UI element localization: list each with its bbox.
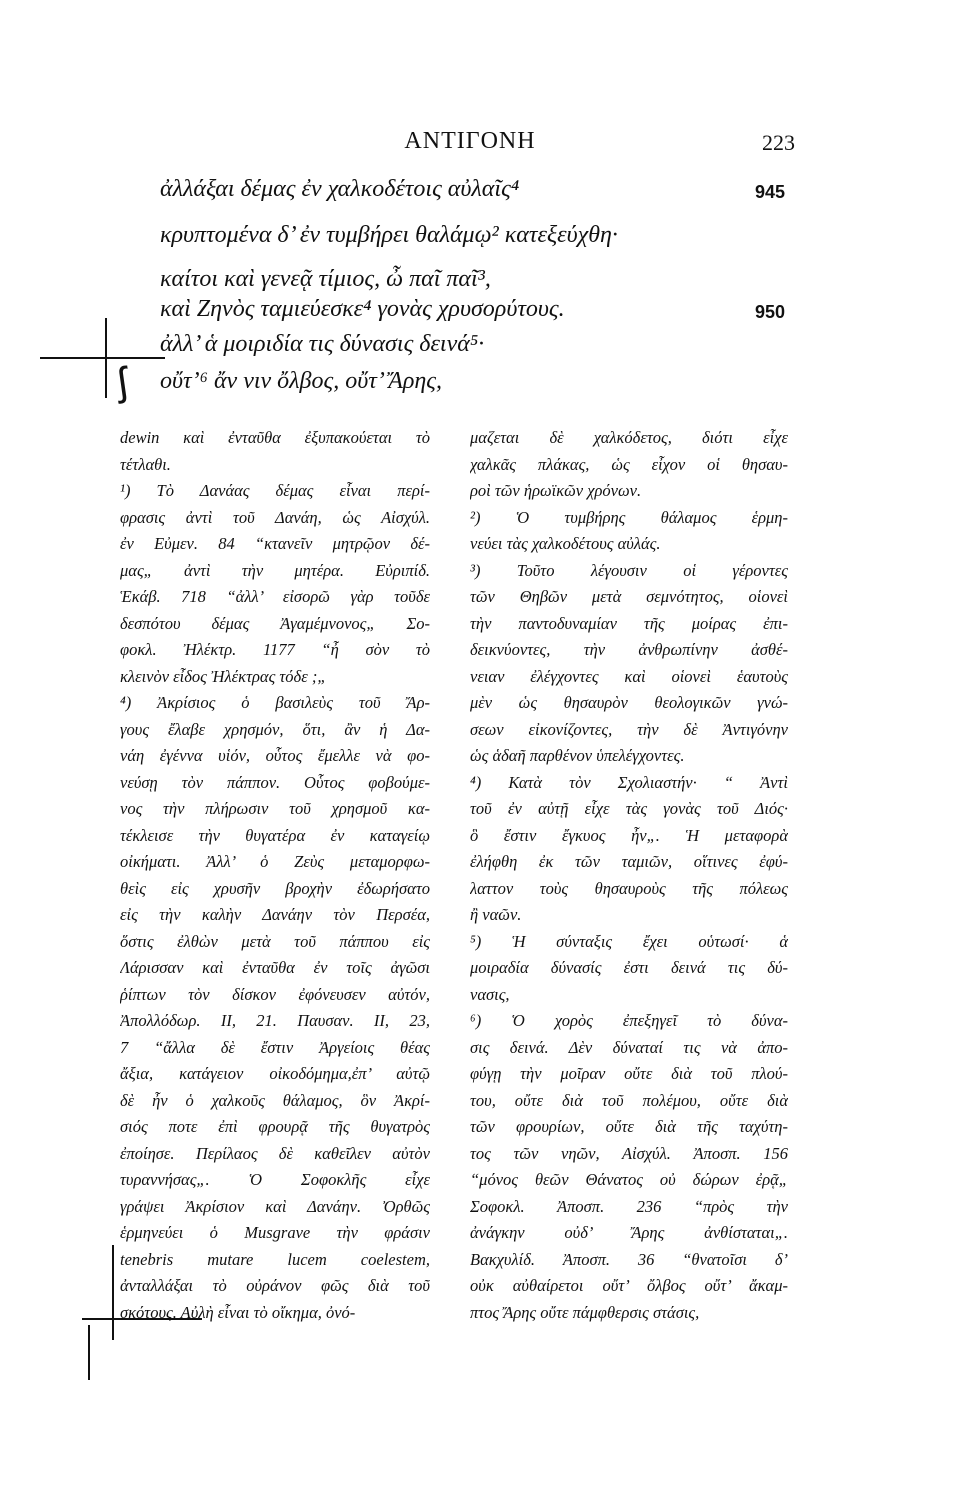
footnote-line: οἰκήματι. Ἀλλ’ ὁ Ζεὺς μεταμορφω- — [120, 852, 430, 871]
margin-pencil-line — [88, 1325, 90, 1380]
footnote-line: εἰς τὴν καλὴν Δανάην τὸν Περσέα, — [120, 905, 430, 924]
notes-right-column — [470, 425, 788, 1326]
footnote-line: μὲν ὡς θησαυρὸν θεολογικῶν γνώ- — [470, 693, 788, 712]
verse-line: κρυπτομένα δ’ ἐν τυμβήρει θαλάμῳ² κατεξεύχθη· — [160, 222, 618, 248]
footnote-line: tenebris mutare lucem coelestem, — [120, 1249, 430, 1269]
footnote-line: σιός ποτε ἐπὶ φρουρᾷ τῆς θυγατρὸς — [120, 1117, 430, 1136]
footnote-line: ⁶) Ὁ χορὸς ἐπεξηγεῖ τὸ δύνα- — [470, 1011, 788, 1030]
footnote-line: τος τῶν νηῶν, Αἰσχύλ. Ἀποσπ. 156 — [470, 1143, 788, 1163]
footnote-line: ἄξια, κατάγειον οἰκοδόμημα,ἐπ’ αὐτῷ — [120, 1064, 430, 1083]
footnote-line: ὃ ἔστιν ἔγκυος ἦν„. Ἡ μεταφορὰ — [470, 825, 788, 845]
footnote-line: φοκλ. Ἠλέκτρ. 1177 “ἦ σὸν τὸ — [120, 640, 430, 659]
footnote-line: κλεινὸν εἶδος Ἠλέκτρας τόδε ;„ — [120, 666, 327, 686]
footnote-line: ¹) Τὸ Δανάας δέμας εἶναι περί- — [120, 481, 430, 500]
footnote-line: γους ἔλαβε χρησμόν, ὅτι, ἂν ἡ Δα- — [120, 719, 430, 739]
footnote-line: νεύει τὰς χαλκοδέτους αὐλάς. — [470, 534, 661, 553]
footnote-line: Ἀπολλόδωρ. ΙΙ, 21. Παυσαν. ΙΙ, 23, — [120, 1011, 430, 1030]
footnote-line: νειαν ἐλέγχοντες καὶ οἱονεὶ ἑαυτοὺς — [470, 666, 788, 686]
footnote-line: ἢ ναῶν. — [470, 905, 522, 924]
footnote-line: θεὶς εἰς χρυσῆν βροχὴν ἐδωρήσατο — [120, 878, 430, 898]
footnote-line: ῥίπτων τὸν δίσκον ἐφόνευσεν αὐτόν, — [120, 984, 430, 1004]
footnote-line: τὴν παντοδυναμίαν τῆς μοίρας ἐπι- — [470, 613, 788, 633]
footnote-line: οὐκ αὐθαίρετοι οὔτ’ ὄλβος οὔτ’ ἄκαμ- — [470, 1276, 788, 1295]
footnote-line: σις δεινά. Δὲν δύναταί τις νὰ ἀπο- — [470, 1037, 788, 1057]
footnote-line: ⁴) Ἀκρίσιος ὁ βασιλεὺς τοῦ Ἄρ- — [120, 693, 430, 712]
footnote-line: δεικνύοντες, τὴν ἀνθρωπίνην ἀσθέ- — [470, 640, 788, 659]
footnote-line: λαττον τοὺς θησαυροὺς τῆς πόλεως — [470, 878, 788, 898]
footnote-line: χαλκᾶς πλάκας, ὡς εἶχον οἱ θησαυ- — [470, 454, 788, 474]
footnote-line: dewin καὶ ἐνταῦθα ἐξυπακούεται τὸ — [120, 428, 430, 447]
footnote-line: ἐποίησε. Περίλαος δὲ καθεῖλεν αὐτὸν — [120, 1143, 430, 1163]
footnote-line: Λάρισσαν καὶ ἐνταῦθα ἐν τοῖς ἀγῶσι — [120, 958, 430, 977]
footnote-line: τοῦ ἐν αὐτῇ εἶχε τὰς γονὰς τοῦ Διός· — [470, 799, 788, 818]
footnote-line: νάη ἐγέννα υἱόν, οὗτος ἔμελλε νὰ φο- — [120, 746, 430, 765]
footnote-line: φύγῃ τὴν μοῖραν οὔτε διὰ τοῦ πλού- — [470, 1064, 788, 1083]
footnote-line: πτος Ἄρης οὔτε πάμφθερσις στάσις, — [470, 1302, 700, 1322]
footnote-line: τῶν φρουρίων, οὔτε διὰ τῆς ταχύτη- — [470, 1117, 788, 1136]
line-number: 945 — [754, 182, 785, 202]
footnote-line: ἑρμηνεύει ὁ Musgrave τὴν φράσιν — [120, 1223, 430, 1242]
footnote-line: μαζεται δὲ χαλκόδετος, διότι εἶχε — [470, 428, 788, 447]
footnote-line: νεύσῃ τὸν πάππον. Οὗτος φοβούμε- — [120, 772, 430, 792]
footnote-line: Ἑκάβ. 718 “ἀλλ’ εἰσορῶ γὰρ τοῦδε — [120, 587, 430, 606]
footnote-line: ⁴) Κατὰ τὸν Σχολιαστήν· “ Ἀντὶ — [470, 772, 788, 792]
footnote-line: γράψει Ἀκρίσιον καὶ Δανάην. Ὀρθῶς — [120, 1196, 430, 1216]
footnote-line: ἐλήφθη ἐκ τῶν ταμιῶν, οἵτινες ἐφύ- — [470, 852, 788, 871]
footnote-line: τέκλεισε τὴν θυγατέρα ἐν καταγείῳ — [120, 825, 430, 845]
footnote-line: νος τὴν πλήρωσιν τοῦ χρησμοῦ κα- — [120, 799, 430, 818]
footnote-line: του, οὔτε διὰ τοῦ πολέμου, οὔτε διὰ — [470, 1090, 788, 1110]
margin-pencil-line — [112, 1245, 114, 1340]
footnote-line: δεσπότου δέμας Ἀγαμέμνονος„ Σο- — [120, 613, 430, 633]
margin-pencil-stroke — [40, 357, 165, 359]
verse-line: καίτοι καὶ γενεᾷ τίμιος, ὦ παῖ παῖ³, — [160, 266, 491, 292]
line-number: 950 — [754, 302, 785, 322]
verse-line: ἀλλ’ ἁ μοιριδία τις δύνασις δεινά⁵· — [160, 331, 485, 357]
footnote-line: τυραννήσας„. Ὁ Σοφοκλῆς εἶχε — [120, 1170, 430, 1189]
footnote-line: δὲ ἦν ὁ χαλκοῦς θάλαμος, ὃν Ἀκρί- — [120, 1090, 430, 1110]
footnote-line: Βακχυλίδ. Ἀποσπ. 36 “θνατοῖσι δ’ — [470, 1249, 788, 1269]
footnote-line: Σοφοκλ. Ἀποσπ. 236 “πρὸς τὴν — [470, 1196, 788, 1216]
margin-pencil-mark: ʃ — [114, 359, 130, 405]
footnote-line: ²) Ὁ τυμβήρης θάλαμος ἑρμη- — [470, 507, 788, 527]
footnote-line: τέτλαθι. — [120, 454, 171, 474]
footnote-line: νασις, — [470, 984, 510, 1004]
notes-left-column — [120, 425, 430, 1326]
footnote-line: ὡς ἁδαῆ παρθένον ὑπελέγχοντες. — [470, 746, 685, 765]
footnote-line: ροὶ τῶν ἡρωϊκῶν χρόνων. — [470, 481, 642, 500]
footnote-line: μας„ ἀντὶ τὴν μητέρα. Εὐριπίδ. — [120, 560, 430, 580]
verse-line: ἀλλάξαι δέμας ἐν χαλκοδέτοις αὐλαῖς⁴ — [160, 176, 520, 202]
verse-line: καὶ Ζηνὸς ταμιεύεσκε⁴ γονὰς χρυσορύτους. — [160, 296, 565, 322]
footnote-line: τῶν Θηβῶν μετὰ σεμνότητος, οἱονεὶ — [470, 587, 788, 606]
footnote-line: ἐν Εὐμεν. 84 “κτανεῖν μητρῷον δέ- — [120, 534, 430, 553]
footnote-line: “μόνος θεῶν Θάνατος οὐ δώρων ἐρᾷ„ — [470, 1170, 788, 1189]
footnote-line: μοιραδία δύνασίς ἐστι δεινά τις δύ- — [470, 958, 788, 977]
footnote-line: σκότους. Αὐλὴ εἶναι τὸ οἴκημα, ὀνό- — [120, 1302, 356, 1322]
footnote-line: 7 “ἄλλα δὲ ἔστιν Ἀργείοις θέας — [120, 1037, 430, 1057]
footnote-line: ἀνάγκην οὐδ’ Ἄρης ἀνθίσταται„. — [470, 1223, 788, 1242]
footnote-line: ὅστις ἐλθὼν μετὰ τοῦ πάππου εἰς — [120, 931, 430, 951]
footnote-line: σεων εἰκονίζοντες, τὴν δὲ Ἀντιγόνην — [470, 719, 788, 739]
footnote-line: ³) Τοῦτο λέγουσιν οἱ γέροντες — [470, 560, 788, 580]
verse-line: οὔτ’⁶ ἄν νιν ὄλβος, οὔτ’ Ἄρης, — [160, 368, 443, 394]
page-title: ΑΝΤΙΓΟΝΗ — [404, 128, 536, 154]
footnote-line: ἀνταλλάξαι τὸ οὐράνον φῶς διὰ τοῦ — [120, 1276, 430, 1295]
footnote-line: φρασις ἀντὶ τοῦ Δανάη, ὡς Αἰσχύλ. — [120, 507, 430, 527]
footnote-line: ⁵) Ἡ σύνταξις ἔχει οὑτωσί· ἁ — [470, 931, 788, 951]
page-number: 223 — [762, 130, 795, 155]
